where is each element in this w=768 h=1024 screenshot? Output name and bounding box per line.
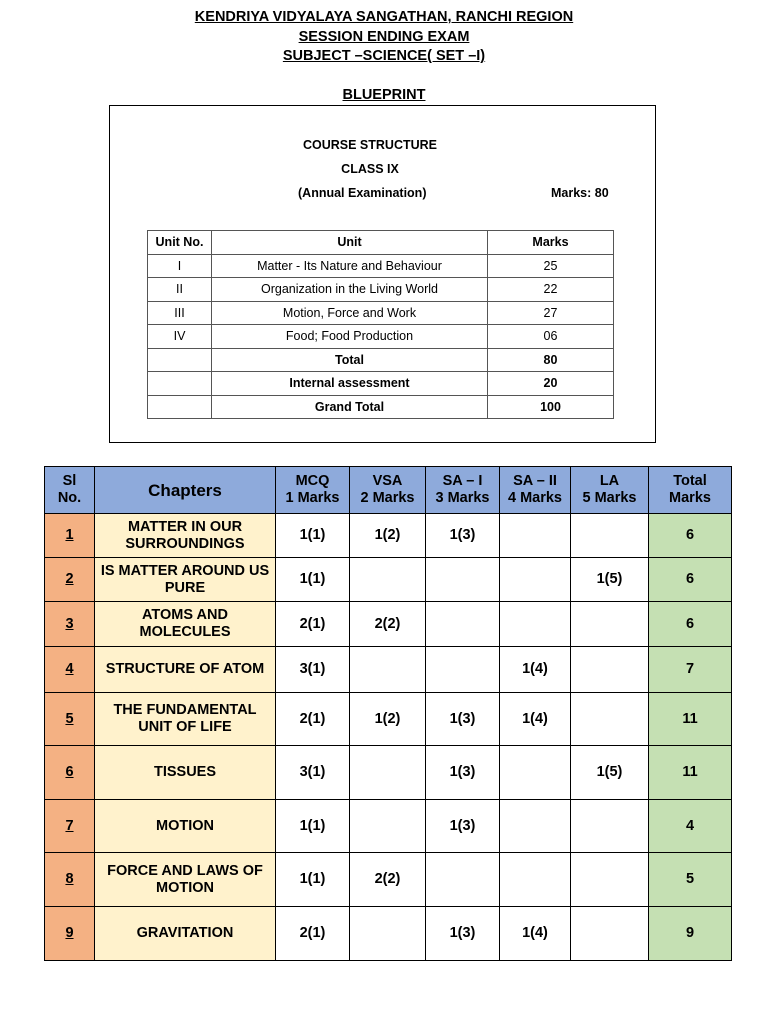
unit-marks-cell: 25 — [488, 254, 614, 278]
la-cell: 1(5) — [571, 558, 649, 602]
course-structure-image — [109, 105, 656, 443]
chapter-cell: STRUCTURE OF ATOM — [95, 647, 276, 693]
la-header: LA 5 Marks — [571, 467, 649, 514]
unit-marks-cell: 100 — [488, 395, 614, 419]
course-exam: (Annual Examination) — [298, 186, 427, 200]
mcq-cell: 2(1) — [276, 907, 350, 961]
sa1-cell — [426, 647, 500, 693]
sl-no-cell: 7 — [45, 800, 95, 853]
sa1-cell: 1(3) — [426, 907, 500, 961]
unit-table-row — [148, 372, 614, 396]
unit-table — [147, 230, 614, 419]
vsa-cell: 1(2) — [350, 514, 426, 558]
blueprint-row — [45, 800, 732, 853]
sa1-header: SA – I 3 Marks — [426, 467, 500, 514]
sa2-cell — [500, 746, 571, 800]
vsa-cell: 2(2) — [350, 602, 426, 647]
total-cell: 4 — [649, 800, 732, 853]
unit-table-row — [148, 325, 614, 349]
unit-marks-cell: 27 — [488, 301, 614, 325]
chapter-cell: ATOMS AND MOLECULES — [95, 602, 276, 647]
mcq-cell: 1(1) — [276, 514, 350, 558]
total-cell: 11 — [649, 746, 732, 800]
blueprint-row — [45, 602, 732, 647]
unit-no-cell: I — [148, 254, 212, 278]
unit-table-row — [148, 254, 614, 278]
blueprint-header-row — [45, 467, 732, 514]
unit-marks-cell: 20 — [488, 372, 614, 396]
sl-no-header: Sl No. — [45, 467, 95, 514]
unit-table-header-row — [148, 231, 614, 255]
total-cell: 6 — [649, 558, 732, 602]
vsa-header: VSA 2 Marks — [350, 467, 426, 514]
sa2-cell — [500, 853, 571, 907]
la-cell — [571, 693, 649, 746]
sl-no-cell: 6 — [45, 746, 95, 800]
total-cell: 7 — [649, 647, 732, 693]
chapter-cell: FORCE AND LAWS OF MOTION — [95, 853, 276, 907]
unit-marks-cell: 22 — [488, 278, 614, 302]
unit-name-cell: Organization in the Living World — [212, 278, 488, 302]
la-cell — [571, 647, 649, 693]
sa1-cell — [426, 558, 500, 602]
blueprint-row — [45, 647, 732, 693]
blueprint-row — [45, 693, 732, 746]
chapters-header: Chapters — [95, 467, 276, 514]
sa1-cell: 1(3) — [426, 693, 500, 746]
header-line-2: SESSION ENDING EXAM — [298, 29, 470, 45]
sa1-cell — [426, 602, 500, 647]
unit-header: Unit — [212, 231, 488, 255]
unit-name-cell: Matter - Its Nature and Behaviour — [212, 254, 488, 278]
total-marks-header: Total Marks — [649, 467, 732, 514]
chapter-cell: TISSUES — [95, 746, 276, 800]
sa1-cell: 1(3) — [426, 514, 500, 558]
blueprint-row — [45, 558, 732, 602]
unit-no-cell: III — [148, 301, 212, 325]
unit-no-cell: II — [148, 278, 212, 302]
sa2-cell: 1(4) — [500, 647, 571, 693]
unit-table-row — [148, 348, 614, 372]
sl-no-cell: 3 — [45, 602, 95, 647]
la-cell — [571, 853, 649, 907]
mcq-cell: 1(1) — [276, 800, 350, 853]
sa2-cell: 1(4) — [500, 907, 571, 961]
mcq-cell: 2(1) — [276, 693, 350, 746]
blueprint-table — [44, 466, 732, 961]
la-cell — [571, 800, 649, 853]
unit-marks-cell: 06 — [488, 325, 614, 349]
unit-no-header: Unit No. — [148, 231, 212, 255]
mcq-cell: 1(1) — [276, 558, 350, 602]
la-cell — [571, 907, 649, 961]
unit-no-cell: IV — [148, 325, 212, 349]
chapter-cell: THE FUNDAMENTAL UNIT OF LIFE — [95, 693, 276, 746]
unit-name-cell: Food; Food Production — [212, 325, 488, 349]
vsa-cell: 2(2) — [350, 853, 426, 907]
unit-no-cell — [148, 395, 212, 419]
sl-no-cell: 4 — [45, 647, 95, 693]
header-line-1: KENDRIYA VIDYALAYA SANGATHAN, RANCHI REGION — [194, 9, 574, 25]
unit-table-row — [148, 395, 614, 419]
sl-no-cell: 8 — [45, 853, 95, 907]
blueprint-row — [45, 746, 732, 800]
vsa-cell — [350, 907, 426, 961]
unit-no-cell — [148, 348, 212, 372]
mcq-cell: 3(1) — [276, 647, 350, 693]
sa2-header: SA – II 4 Marks — [500, 467, 571, 514]
sl-no-cell: 9 — [45, 907, 95, 961]
total-cell: 11 — [649, 693, 732, 746]
unit-name-cell: Motion, Force and Work — [212, 301, 488, 325]
chapter-cell: MATTER IN OUR SURROUNDINGS — [95, 514, 276, 558]
blueprint-row — [45, 907, 732, 961]
mcq-cell: 1(1) — [276, 853, 350, 907]
chapter-cell: GRAVITATION — [95, 907, 276, 961]
vsa-cell — [350, 558, 426, 602]
sa2-cell — [500, 800, 571, 853]
sl-no-cell: 1 — [45, 514, 95, 558]
chapter-cell: MOTION — [95, 800, 276, 853]
sl-no-cell: 5 — [45, 693, 95, 746]
unit-table-row — [148, 278, 614, 302]
unit-no-cell — [148, 372, 212, 396]
course-marks: Marks: 80 — [551, 186, 609, 200]
total-cell: 9 — [649, 907, 732, 961]
vsa-cell: 1(2) — [350, 693, 426, 746]
chapter-cell: IS MATTER AROUND US PURE — [95, 558, 276, 602]
mcq-header: MCQ 1 Marks — [276, 467, 350, 514]
unit-table-row — [148, 301, 614, 325]
blueprint-row — [45, 853, 732, 907]
sa1-cell: 1(3) — [426, 800, 500, 853]
course-class: CLASS IX — [341, 162, 399, 176]
header-line-3: SUBJECT –SCIENCE( SET –I) — [282, 48, 486, 64]
mcq-cell: 2(1) — [276, 602, 350, 647]
vsa-cell — [350, 746, 426, 800]
total-cell: 5 — [649, 853, 732, 907]
course-structure-title: COURSE STRUCTURE — [302, 138, 438, 152]
vsa-cell — [350, 800, 426, 853]
sa2-cell — [500, 514, 571, 558]
sa2-cell — [500, 558, 571, 602]
unit-name-cell: Total — [212, 348, 488, 372]
total-cell: 6 — [649, 602, 732, 647]
unit-name-cell: Internal assessment — [212, 372, 488, 396]
sa2-cell — [500, 602, 571, 647]
la-cell — [571, 602, 649, 647]
vsa-cell — [350, 647, 426, 693]
blueprint-heading: BLUEPRINT — [342, 87, 426, 103]
sl-no-cell: 2 — [45, 558, 95, 602]
unit-marks-cell: 80 — [488, 348, 614, 372]
blueprint-row — [45, 514, 732, 558]
la-cell — [571, 514, 649, 558]
sa1-cell — [426, 853, 500, 907]
mcq-cell: 3(1) — [276, 746, 350, 800]
total-cell: 6 — [649, 514, 732, 558]
la-cell: 1(5) — [571, 746, 649, 800]
sa1-cell: 1(3) — [426, 746, 500, 800]
marks-header: Marks — [488, 231, 614, 255]
sa2-cell: 1(4) — [500, 693, 571, 746]
unit-name-cell: Grand Total — [212, 395, 488, 419]
